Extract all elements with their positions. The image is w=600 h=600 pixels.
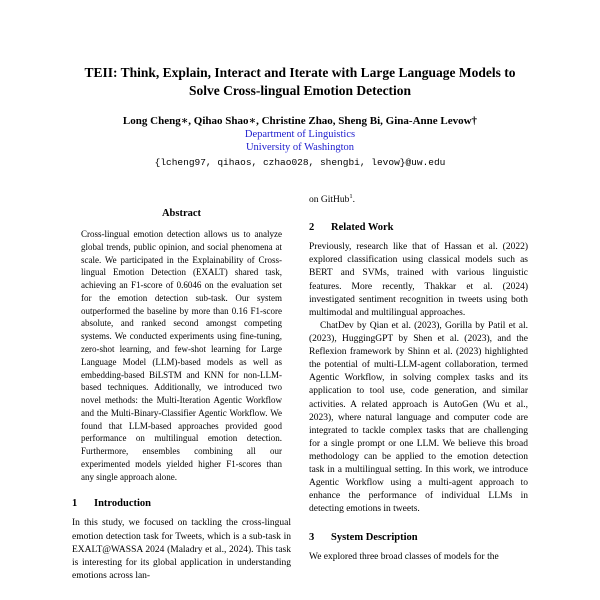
abstract-heading: Abstract	[161, 208, 202, 220]
title-line-2: Solve Cross-lingual Emotion Detection	[188, 82, 412, 98]
system-description-paragraph: We explored three broad classes of models for the	[309, 551, 499, 562]
author-emails: {lcheng97, qihaos, czhao028, shengbi, levow}@uw.edu	[154, 157, 446, 169]
section-heading-related-work	[309, 222, 528, 233]
two-column-body	[72, 194, 528, 583]
related-work-paragraph-1: Previously, research like that of Hassan et al. (2022) explored classification using classical models such as BERT and SVMs, trained with various linguistic features. More recently, Thakkar et al. (2024) investigated sentiment recognition in tweets using both multimodal and multilingual approaches.	[309, 242, 528, 318]
footnote-marker: 1	[349, 192, 353, 200]
fragment-period: .	[352, 195, 355, 206]
affiliation-university: University of Washington	[245, 142, 355, 154]
section-number: 1	[72, 498, 78, 510]
section-heading-introduction	[72, 498, 291, 509]
paper-title	[72, 64, 528, 99]
related-work-paragraph-2: ChatDev by Qian et al. (2023), Gorilla by Patil et al. (2023), HuggingGPT by Shen et al. (2023), and the Reflexion framework by Shinn et al. (2023) highlighted the potential of multi-LLM-agent collaboration, termed Agentic Workflow, in solving complex tasks and its application to tool use, code generation, and similar activities. A related approach is AutoGen (Wu et al., 2023), where natural language and computer code are integrated to tackle complex tasks that are challenging for a single prompt or one LLM. We believe this broad methodology can be applied to the emotion detection task in a multilingual setting. In this work, we introduce Agentic Workflow using a multi-agent approach to enhance the performance of individual LLMs in detecting emotions in tweets.	[309, 320, 528, 515]
authors-line: Long Cheng∗, Qihao Shao∗, Christine Zhao, Sheng Bi, Gina-Anne Levow†	[122, 115, 478, 128]
left-column	[72, 194, 291, 583]
affiliation-department: Department of Linguistics	[244, 129, 356, 141]
section-number: 2	[309, 222, 315, 234]
continued-paragraph-fragment	[309, 194, 528, 207]
fragment-text: on GitHub	[309, 195, 350, 206]
title-line-1: TEII: Think, Explain, Interact and Iterate with Large Language Models to	[84, 65, 516, 80]
section-title: Introduction	[94, 498, 151, 510]
section-number: 3	[309, 531, 315, 543]
paper-header	[72, 64, 528, 168]
section-title: System Description	[331, 531, 418, 543]
right-column	[309, 194, 528, 583]
introduction-paragraph: In this study, we focused on tackling the cross-lingual emotion detection task for Tweets, which is a sub-task in EXALT@WASSA 2024 (Maladry et al., 2024). This task is interesting for its global application in understanding emotions across lan-	[72, 518, 291, 581]
abstract-text: Cross-lingual emotion detection allows us to analyze global trends, public opinion, and social phenomena at scale. We participated in the Explainability of Cross-lingual Emotion Detection (EXALT) shared task, achieving an F1-score of 0.6046 on the evaluation set for the emotion detection sub-task. Our system outperformed the baseline by more than 0.16 F1-score absolute, and ranked second amongst competing systems. We conducted experiments using fine-tuning, zero-shot learning, and few-shot learning for Large Language Model (LLM)-based models as well as embedding-based BiLSTM and KNN for non-LLM-based techniques. Additionally, we introduced two novel methods: the Multi-Iteration Agentic Workflow and the Multi-Binary-Classifier Agentic Workflow. We found that LLM-based approaches provided good performance on multilingual emotion detection. Furthermore, ensembles combining all our experimented models yielded higher F1-scores than any single approach alone.	[81, 229, 282, 482]
section-heading-system-description	[309, 532, 528, 543]
section-title: Related Work	[331, 222, 394, 234]
